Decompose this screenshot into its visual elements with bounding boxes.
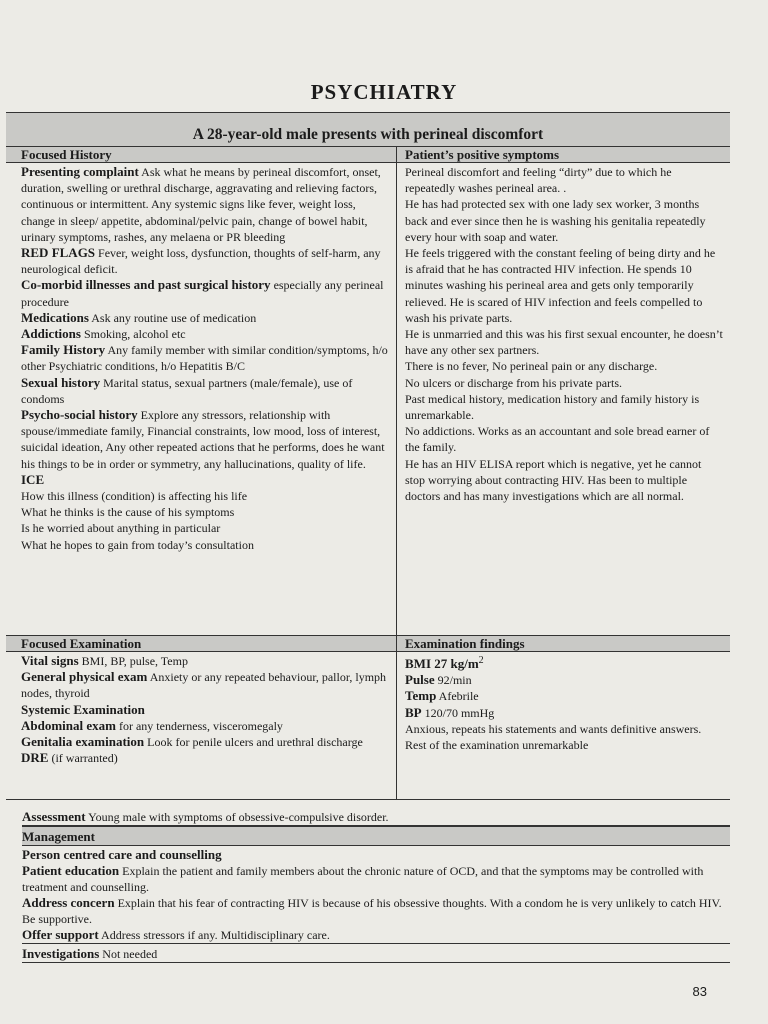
findings-bmi: BMI 27 $kg/m^2$	[405, 655, 484, 671]
history-column	[6, 147, 397, 635]
list-item: Temp Afebrile	[405, 688, 479, 704]
symptom-paragraph: He has an HIV ELISA report which is negative, yet he cannot stop worrying about contracting HIV. Has been to multiple doctors and has many investigations which are all normal.	[405, 456, 702, 504]
list-item: ICE	[21, 471, 45, 487]
list-item: Address concern Explain that his fear of contracting HIV is because of his obsessive thoughts. With a condom he is very unlikely to catch HIV. Be supportive.	[22, 895, 722, 926]
list-item: Vital signs BMI, BP, pulse, Temp	[21, 653, 188, 668]
symptom-paragraph: He has had protected sex with one lady sex worker, 3 months back and ever since then he is washing his genitalia repeatedly every hour with soap and water.	[405, 197, 706, 244]
list-item: Presenting complaint Ask what he means by perineal discomfort, onset, duration, swelling or urethral discharge, aggravating and relieving factors, continuous or intermittent. Any systemic signs like fever, weight loss, change in sleep/ appetite, abdominal/pelvic pain, change of bowel habit, urinary symptoms, rashes, any melaena or PR bleeding	[21, 164, 381, 244]
summary-section	[22, 807, 730, 963]
list-item: Offer support Address stressors if any. Multidisciplinary care.	[22, 927, 330, 942]
examination-section	[6, 636, 730, 799]
management-heading: Management	[22, 826, 730, 846]
investigations-row: Investigations Not needed	[22, 944, 730, 963]
list-item: Addictions Smoking, alcohol etc	[21, 326, 186, 342]
management-list	[22, 846, 730, 944]
history-list	[6, 163, 396, 635]
symptoms-list	[397, 163, 730, 506]
list-item: Sexual history Marital status, sexual partners (male/female), use of condoms	[21, 374, 353, 406]
list-item: Pulse 92/min	[405, 672, 472, 688]
list-item: Psycho-social history Explore any stressors, relationship with spouse/immediate family, Financial constraints, low mood, loss of interest, suicidal ideation, Any other repeated actions that he performs, does he want his things to be in order or symmetry, any hallucinations, quality of life.	[21, 407, 385, 471]
list-item: Patient education Explain the patient and family members about the chronic nature of OCD, and that the symptoms may be controlled with treatment and counselling.	[22, 863, 704, 894]
list-item: Is he worried about anything in particular	[21, 521, 221, 536]
examination-heading: Focused Examination	[6, 636, 396, 652]
symptom-paragraph: He is unmarried and this was his first sexual encounter, he doesn’t have any other sex partners.	[405, 327, 723, 358]
list-item: Abdominal exam for any tenderness, visceromegaly	[21, 717, 283, 733]
list-item: Family History Any family member with similar condition/symptoms, h/o other Psychiatric conditions, h/o Hepatitis B/C	[21, 342, 388, 374]
findings-heading: Examination findings	[397, 636, 730, 652]
list-item: RED FLAGS Fever, weight loss, dysfunction, thoughts of self-harm, any neurological deficit.	[21, 245, 381, 277]
list-item: Anxious, repeats his statements and wants definitive answers.	[405, 721, 702, 736]
list-item: What he hopes to gain from today’s consultation	[21, 537, 254, 552]
examination-list	[6, 652, 396, 799]
list-item: DRE (if warranted)	[21, 750, 118, 766]
list-item: Genitalia examination Look for penile ulcers and urethral discharge	[21, 734, 363, 750]
examination-column	[6, 636, 397, 799]
symptom-paragraph: He feels triggered with the constant feeling of being dirty and he is afraid that he has contracted HIV infection. He spends 10 minutes washing his perineal area and gets only temporarily relieved. He is scared of HIV infection and feels compelled to wash his private parts.	[405, 246, 716, 325]
symptom-paragraph: Past medical history, medication history and family history is unremarkable.	[405, 391, 700, 423]
page-title: PSYCHIATRY	[310, 80, 458, 104]
list-item: Person centred care and counselling	[22, 847, 222, 862]
symptom-paragraph: No addictions. Works as an accountant and sole bread earner of the family.	[405, 424, 710, 455]
case-table	[6, 112, 730, 800]
case-title: A 28-year-old male presents with perineal discomfort	[6, 113, 730, 147]
symptoms-heading: Patient’s positive symptoms	[397, 147, 730, 163]
list-item: BP 120/70 mmHg	[405, 704, 495, 720]
symptoms-column	[397, 147, 730, 635]
assessment-row: Assessment Young male with symptoms of obsessive-compulsive disorder.	[22, 807, 730, 826]
history-section	[6, 147, 730, 636]
list-item: Rest of the examination unremarkable	[405, 738, 589, 753]
findings-list	[397, 652, 730, 755]
findings-column	[397, 636, 730, 799]
symptom-paragraph: Perineal discomfort and feeling “dirty” due to which he repeatedly washes perineal area. .	[405, 165, 672, 196]
symptom-paragraph: No ulcers or discharge from his private parts.	[405, 375, 623, 390]
page-number: 83	[692, 984, 707, 999]
list-item: Medications Ask any routine use of medication	[21, 309, 257, 325]
list-item: Co-morbid illnesses and past surgical history especially any perineal procedure	[21, 277, 384, 309]
list-item: How this illness (condition) is affecting his life	[21, 489, 248, 504]
list-item: General physical exam Anxiety or any repeated behaviour, pallor, lymph nodes, thyroid	[21, 669, 387, 701]
history-heading: Focused History	[6, 147, 396, 163]
symptom-paragraph: There is no fever, No perineal pain or any discharge.	[405, 359, 658, 374]
list-item: What he thinks is the cause of his symptoms	[21, 505, 235, 520]
list-item: Systemic Examination	[21, 701, 145, 717]
